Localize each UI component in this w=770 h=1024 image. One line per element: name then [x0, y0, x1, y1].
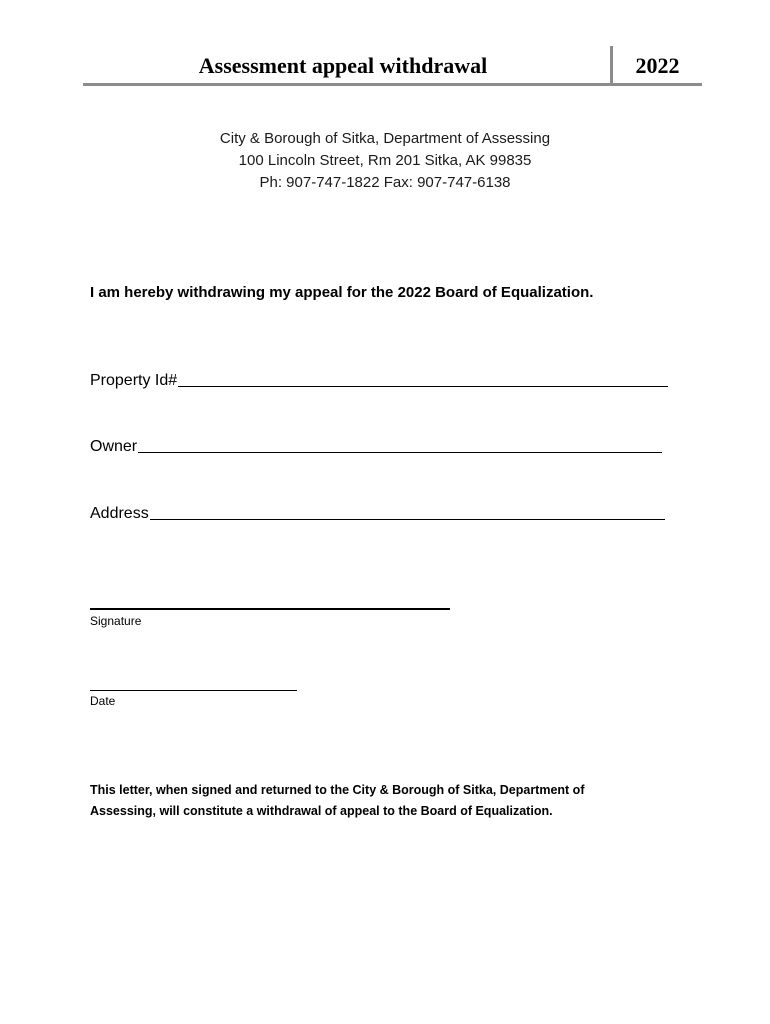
address-field[interactable]: [90, 505, 665, 523]
note-line-2: Assessing, will constitute a withdrawal of appeal to the Board of Equalization.: [90, 804, 553, 818]
property-id-label: Property Id#: [90, 372, 178, 389]
document-title: Assessment appeal withdrawal: [198, 53, 488, 78]
note-line-1: This letter, when signed and returned to the City & Borough of Sitka, Department of: [90, 783, 585, 797]
date-label: Date: [90, 694, 116, 708]
withdrawal-note: [90, 780, 650, 822]
owner-line[interactable]: [138, 451, 662, 453]
property-id-line[interactable]: [178, 385, 668, 387]
withdrawal-statement: I am hereby withdrawing my appeal for the 2022 Board of Equalization.: [90, 284, 594, 301]
document-year: 2022: [635, 53, 680, 78]
property-id-field[interactable]: [90, 372, 668, 390]
office-name: City & Borough of Sitka, Department of Assessing: [219, 130, 551, 147]
signature-line[interactable]: [90, 608, 450, 610]
owner-label: Owner: [90, 438, 138, 455]
office-address-block: [0, 128, 770, 194]
date-line[interactable]: [90, 690, 297, 691]
header-rule: [83, 83, 702, 86]
address-label: Address: [90, 505, 149, 522]
document-header: [83, 46, 702, 86]
office-street: 100 Lincoln Street, Rm 201 Sitka, AK 99835: [238, 152, 532, 169]
signature-label: Signature: [90, 614, 142, 628]
owner-field[interactable]: [90, 438, 662, 456]
office-phone-fax: Ph: 907-747-1822 Fax: 907-747-6138: [259, 174, 511, 191]
address-line[interactable]: [150, 518, 665, 520]
